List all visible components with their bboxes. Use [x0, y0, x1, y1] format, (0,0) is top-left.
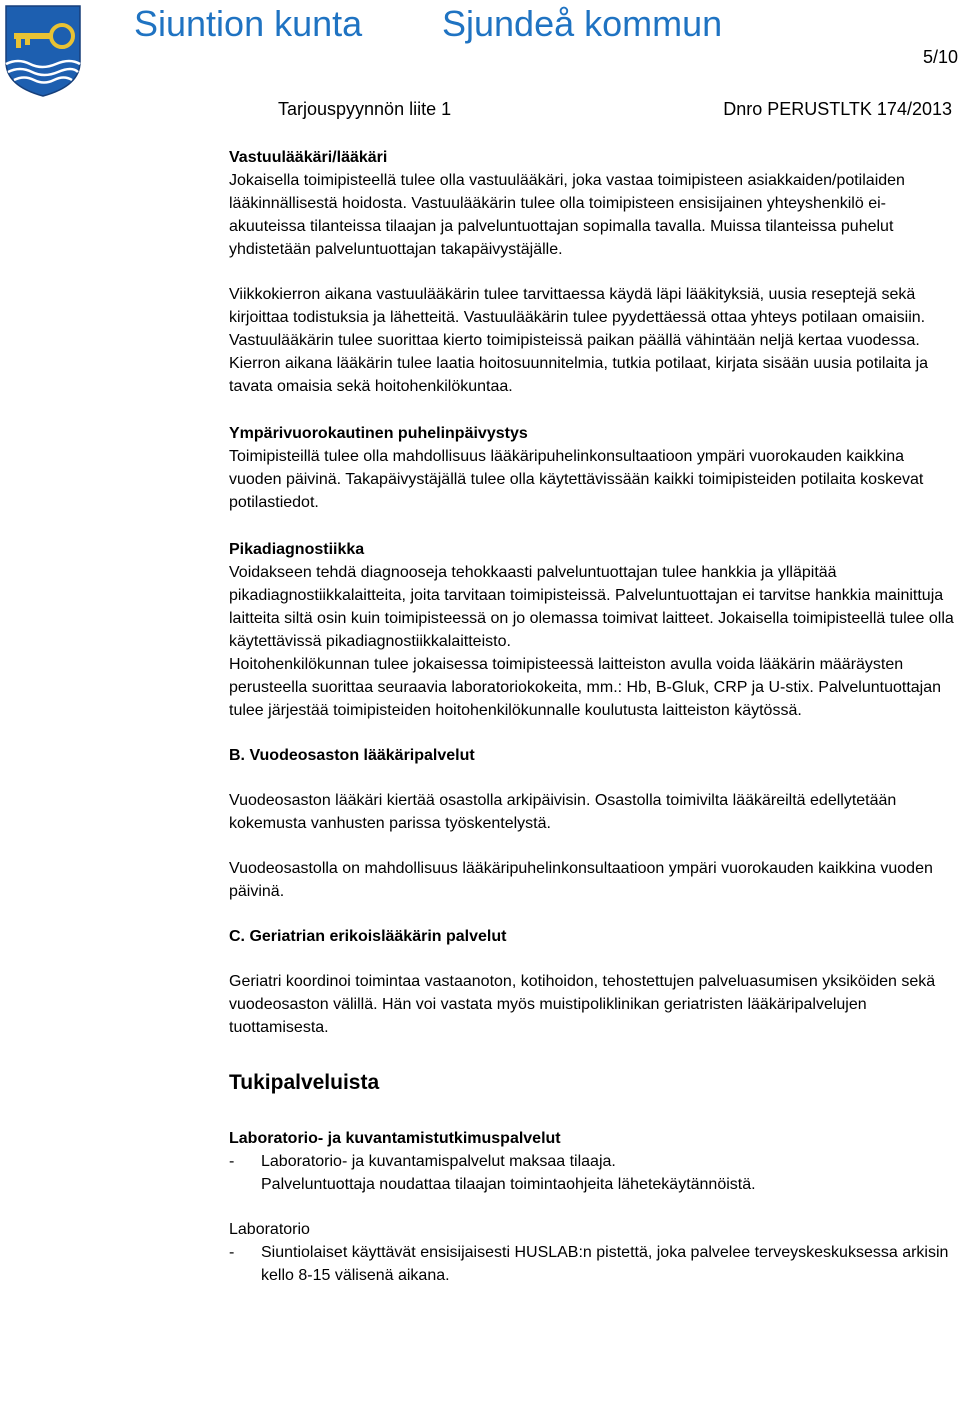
section-heading: B. Vuodeosaston lääkäripalvelut [229, 747, 475, 764]
municipality-name-swedish: Sjundeå kommun [442, 3, 723, 44]
list-item-continuation: Palveluntuottaja noudattaa tilaajan toimintaohjeita lähetekäytännöistä. [261, 1176, 756, 1193]
reference-number: Dnro PERUSTLTK 174/2013 [723, 99, 952, 119]
paragraph: Vuodeosaston lääkäri kiertää osastolla arkipäivisin. Osastolla toimivilta lääkäreiltä edellytetään kokemusta vanhusten parissa työskentelystä. [229, 792, 897, 832]
municipal-crest-icon [4, 4, 82, 98]
list-bullet: - [229, 1244, 235, 1261]
paragraph: Vuodeosastolla on mahdollisuus lääkäripuhelinkonsultaatioon ympäri vuorokauden kaikkina vuoden päivinä. [229, 860, 933, 900]
list-item [229, 1241, 959, 1287]
section-heading: Vastuulääkäri/lääkäri [229, 149, 388, 166]
section-heading: Laboratorio [229, 1221, 310, 1238]
section-title: Tukipalveluista [229, 1071, 380, 1094]
paragraph: Toimipisteillä tulee olla mahdollisuus lääkäripuhelinkonsultaatioon ympäri vuorokauden kaikkina vuoden päivinä. Takapäivystäjällä tulee olla käytettävissään kaikki toimipisteiden potilaita koskevat potilastiedot. [229, 448, 924, 511]
municipality-name-finnish: Siuntion kunta [134, 3, 363, 44]
paragraph: Jokaisella toimipisteellä tulee olla vastuulääkäri, joka vastaa toimipisteen asiakkaiden/potilaiden lääkinnällisestä hoidosta. Vastuulääkärin tulee olla toimipisteen ensisijainen yhteyshenkilö ei-akuuteissa tilanteissa tilaajan ja palveluntuottajan sopimalla tavalla. Muissa tilanteissa puhelut yhdistetään palveluntuottajan takapäivystäjälle. [229, 172, 905, 258]
paragraph: Viikkokierron aikana vastuulääkärin tulee tarvittaessa käydä läpi lääkityksiä, uusia reseptejä sekä kirjoittaa todistuksia ja lähetteitä. Vastuulääkärin tulee pyydettäessä ottaa yhteys potilaan omaisiin. Vastuulääkärin tulee suorittaa kierto toimipisteissä paikan päällä vähintään neljä kertaa vuodessa. Kierron aikana lääkärin tulee laatia hoitosuunnitelmia, tutkia potilaat, kirjata sisään uusia potilaita ja tavata omaisia sekä hoitohenkilökuntaa. [229, 286, 929, 395]
document-body [229, 146, 959, 1287]
section-heading: Ympärivuorokautinen puhelinpäivystys [229, 425, 528, 442]
list-item-text: Laboratorio- ja kuvantamispalvelut maksaa tilaaja. [261, 1153, 616, 1170]
section-heading: Pikadiagnostiikka [229, 541, 365, 558]
list-item-text: Siuntiolaiset käyttävät ensisijaisesti HUSLAB:n pistettä, joka palvelee terveyskeskuksessa arkisin kello 8-15 välisenä aikana. [261, 1244, 949, 1284]
list-bullet: - [229, 1153, 235, 1170]
section-heading: C. Geriatrian erikoislääkärin palvelut [229, 928, 507, 945]
attachment-label: Tarjouspyynnön liite 1 [278, 99, 452, 119]
page-number: 5/10 [922, 47, 958, 67]
section-heading: Laboratorio- ja kuvantamistutkimuspalvelut [229, 1130, 561, 1147]
paragraph: Voidakseen tehdä diagnooseja tehokkaasti palveluntuottajan tulee hankkia ja ylläpitää pikadiagnostiikkalaitteita, joita tarvitaan toimipisteissä. Palveluntuottajan ei tarvitse hankkia mainittuja laitteita siltä osin kuin toimipisteessä on jo olemassa toimivat laitteet. Jokaisella toimipisteellä tulee olla käytettävissä pikadiagnostiikkalaitteisto. [229, 564, 954, 650]
list-item [229, 1150, 959, 1173]
paragraph: Hoitohenkilökunnan tulee jokaisessa toimipisteessä laitteiston avulla voida lääkärin määräysten perusteella suorittaa seuraavia laboratoriokokeita, mm.: Hb, B-Gluk, CRP ja U-stix. Palveluntuottajan tulee järjestää toimipisteiden hoitohenkilökunnalle koulutusta laitteiston käytössä. [229, 656, 942, 719]
paragraph: Geriatri koordinoi toimintaa vastaanoton, kotihoidon, tehostettujen palveluasumisen yksiköiden sekä vuodeosaston välillä. Hän voi vastata myös muistipoliklinikan geriatristen lääkäripalvelujen tuottamisesta. [229, 973, 936, 1036]
